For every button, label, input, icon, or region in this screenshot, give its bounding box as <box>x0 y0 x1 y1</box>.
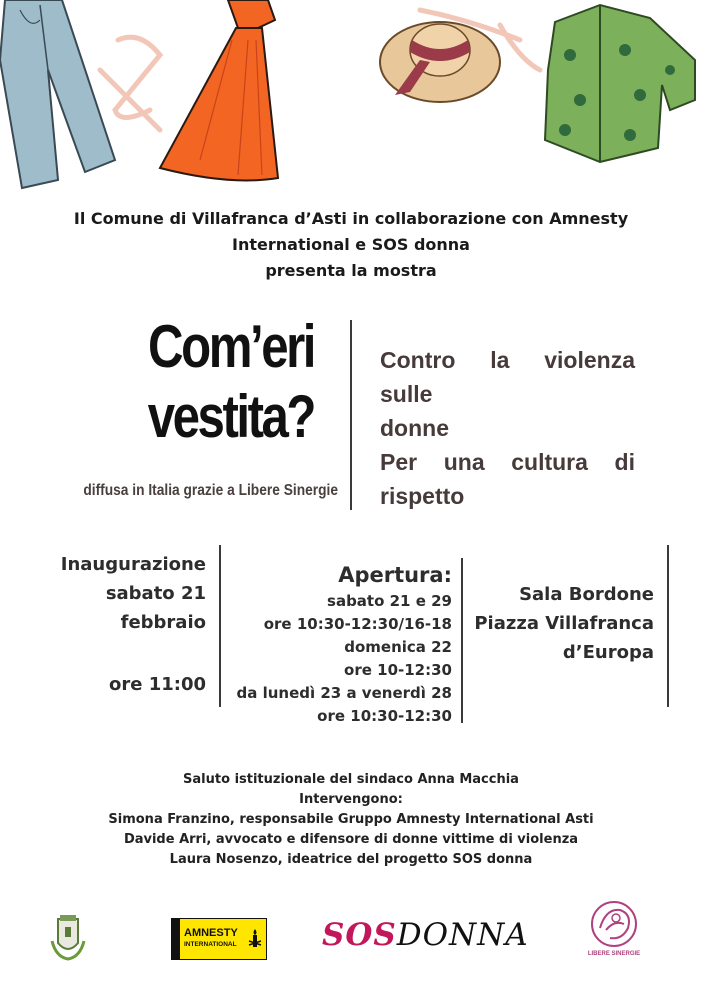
slogan-line: Per una cultura di <box>380 449 635 475</box>
slogan-line: donne <box>380 415 449 441</box>
intro-line: International e SOS donna <box>232 235 470 254</box>
amnesty-subname: INTERNATIONAL <box>184 941 237 948</box>
comune-crest-logo <box>50 913 86 963</box>
venue-info <box>462 580 654 667</box>
slogan-line: Contro la violenza sulle <box>380 347 635 407</box>
amnesty-name: AMNESTY <box>184 927 238 939</box>
intro-line: presenta la mostra <box>265 261 437 280</box>
opening-hours <box>226 560 452 728</box>
candle-icon <box>248 929 262 951</box>
libere-sinergie-text: LIBERE SINERGIE <box>587 951 641 957</box>
inauguration-info <box>40 550 206 699</box>
opening-line: ore 10:30-12:30/16-18 <box>263 615 452 633</box>
title-line: vestita? <box>147 383 314 450</box>
title-divider <box>350 320 352 510</box>
speakers-line: Simona Franzino, responsabile Gruppo Amnesty International Asti <box>108 812 594 827</box>
inauguration-time: ore 11:00 <box>108 674 206 695</box>
donna-text: DONNA <box>396 917 529 953</box>
opening-line: sabato 21 e 29 <box>327 592 452 610</box>
column-divider <box>219 545 221 707</box>
opening-line: domenica 22 <box>344 638 452 656</box>
header-illustrations <box>0 0 702 200</box>
intro-text <box>40 206 662 284</box>
slogan <box>380 343 635 513</box>
opening-line: ore 10:30-12:30 <box>317 707 452 725</box>
exhibition-subtitle: diffusa in Italia grazie a Libere Sinergie <box>83 482 338 499</box>
speakers-line: Intervengono: <box>299 792 403 807</box>
amnesty-logo <box>171 918 267 960</box>
column-divider <box>667 545 669 707</box>
venue-line: d’Europa <box>562 642 654 663</box>
exhibition-title <box>107 312 314 452</box>
cardigan-illustration <box>545 5 695 162</box>
hat-illustration <box>380 22 500 102</box>
libere-sinergie-mark <box>586 900 642 950</box>
sos-text: SOS <box>322 917 397 953</box>
libere-sinergie-logo <box>586 900 642 960</box>
inauguration-line: febbraio <box>120 612 206 633</box>
opening-line: da lunedì 23 a venerdì 28 <box>236 684 452 702</box>
inauguration-line: Inaugurazione <box>60 554 206 575</box>
dress-illustration <box>160 0 278 180</box>
venue-line: Piazza Villafranca <box>474 613 654 634</box>
jeans-illustration <box>0 0 115 188</box>
speakers-list <box>40 770 662 870</box>
amnesty-side-strip <box>172 919 180 959</box>
intro-line: Il Comune di Villafranca d’Asti in collaborazione con Amnesty <box>73 209 629 228</box>
title-line: Com’eri <box>148 313 314 380</box>
opening-heading: Apertura: <box>338 563 452 587</box>
speakers-line: Laura Nosenzo, ideatrice del progetto SOS donna <box>169 852 533 867</box>
speakers-line: Davide Arri, avvocato e difensore di donne vittime di violenza <box>123 832 579 847</box>
inauguration-line: sabato 21 <box>105 583 206 604</box>
speakers-line: Saluto istituzionale del sindaco Anna Macchia <box>183 772 519 787</box>
slogan-line: rispetto <box>380 483 465 509</box>
sos-donna-logo <box>322 917 529 953</box>
opening-line: ore 10-12:30 <box>344 661 452 679</box>
venue-line: Sala Bordone <box>519 584 654 605</box>
